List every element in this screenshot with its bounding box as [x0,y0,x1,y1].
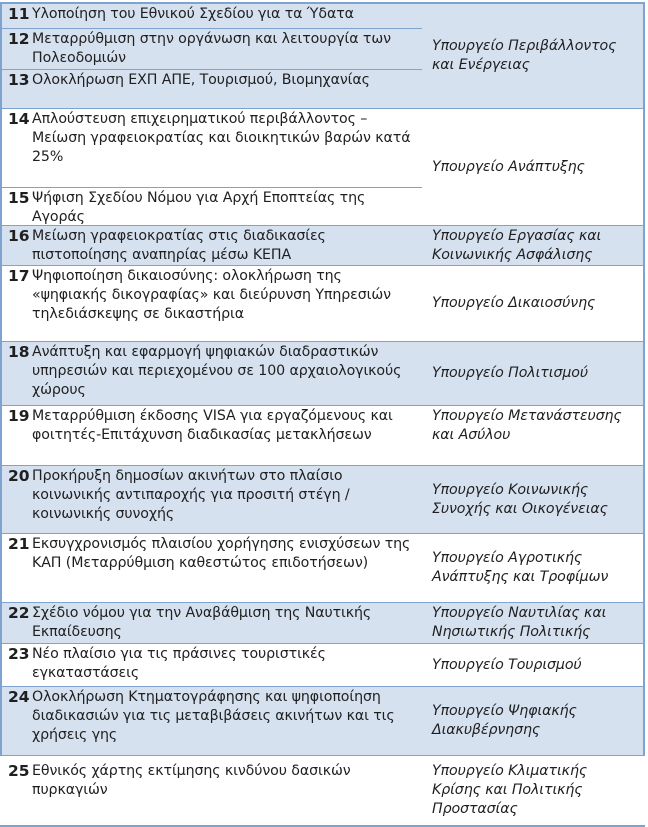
reform-text: Ψήφιση Σχεδίου Νόμου για Αρχή Εποπτείας της Αγοράς [32,190,366,225]
reform-text: Νέο πλαίσιο για τις πράσινες τουριστικές εγκαταστάσεις [32,646,326,681]
row-number: 17 [8,267,30,285]
reform-text: Απλούστευση επιχειρηματικού περιβάλλοντος – Μείωση γραφειοκρατίας και διοικητικών βαρών κατά 25% [32,111,411,165]
ministry-cell: Υπουργείο Τουρισμού [432,656,582,673]
table-group [0,108,645,225]
table-row [0,265,645,341]
row-number: 14 [8,110,30,128]
table-row [0,602,645,643]
ministry-cell: Υπουργείο Περιβάλλοντος και Ενέργειας [432,38,617,73]
row-number: 12 [8,30,30,48]
row-number: 23 [8,645,30,663]
row-number: 15 [8,189,30,207]
ministry-cell: Υπουργείο Ναυτιλίας και Νησιωτικής Πολιτικής [432,605,607,640]
table-row [0,225,645,265]
table-row [0,341,645,405]
row-number: 13 [8,71,30,89]
ministry-cell: Υπουργείο Κλιματικής Κρίσης και Πολιτικής Προστασίας [432,763,588,817]
reform-text: Ολοκλήρωση ΕΧΠ ΑΠΕ, Τουρισμού, Βιομηχανίας [32,72,370,88]
table-row [0,405,645,465]
table-row [0,465,645,533]
table-row [2,4,422,28]
reform-text: Εθνικός χάρτης εκτίμησης κινδύνου δασικών πυρκαγιών [32,763,351,798]
ministry-cell: Υπουργείο Κοινωνικής Συνοχής και Οικογένειας [432,481,608,517]
reform-text: Προκήρυξη δημοσίων ακινήτων στο πλαίσιο κοινωνικής αντιπαροχής για προσιτή στέγη / κοινωνικής συνοχής [32,468,350,522]
row-number: 16 [8,227,30,245]
table-row [2,69,422,108]
ministry-cell: Υπουργείο Εργασίας και Κοινωνικής Ασφάλισης [432,227,602,263]
reform-text: Εκσυγχρονισμός πλαισίου χορήγησης ενισχύσεων της ΚΑΠ (Μεταρρύθμιση καθεστώτος επιδοτήσεων) [32,536,411,571]
ministry-cell: Υπουργείο Ψηφιακής Διακυβέρνησης [432,703,577,738]
reform-text: Μείωση γραφειοκρατίας στις διαδικασίες πιστοποίησης αναπηρίας μέσω ΚΕΠΑ [32,228,326,263]
reform-text: Υλοποίηση του Εθνικού Σχεδίου για τα Ύδατα [32,6,354,22]
table-row [0,755,645,825]
table-row [2,187,422,225]
table-group [0,2,645,108]
table-row [0,533,645,602]
ministry-cell: Υπουργείο Αγροτικής Ανάπτυξης και Τροφίμων [432,550,609,585]
table-row [0,686,645,755]
ministry-cell: Υπουργείο Μετανάστευσης και Ασύλου [432,408,622,443]
reform-text: Ολοκλήρωση Κτηματογράφησης και ψηφιοποίηση διαδικασιών για τις μεταβιβάσεις ακινήτων και τις χρήσεις γης [32,689,395,743]
table-row [2,109,422,187]
row-number: 20 [8,467,30,485]
reforms-table [0,2,645,827]
row-number: 18 [8,343,30,361]
reform-text: Μεταρρύθμιση έκδοσης VISA για εργαζόμενους και φοιτητές-Επιτάχυνση διαδικασίας μετακλήσεων [32,408,393,443]
ministry-cell: Υπουργείο Δικαιοσύνης [432,295,596,311]
ministry-cell: Υπουργείο Ανάπτυξης [432,158,585,175]
row-number: 21 [8,535,30,553]
table-row [0,643,645,686]
row-number: 11 [8,5,30,23]
row-number: 19 [8,407,30,425]
ministry-cell: Υπουργείο Πολιτισμού [432,365,588,381]
row-number: 25 [8,762,30,780]
reform-text: Ανάπτυξη και εφαρμογή ψηφιακών διαδραστικών υπηρεσιών και περιεχομένου σε 100 αρχαιολογικούς χώρους [32,344,402,398]
reform-text: Σχέδιο νόμου για την Αναβάθμιση της Ναυτικής Εκπαίδευσης [32,605,372,640]
reform-text: Ψηφιοποίηση δικαιοσύνης: ολοκλήρωση της «ψηφιακής δικογραφίας» και διεύρυνση Υπηρεσιών τηλεδιάσκεψης σε δικαστήρια [32,268,391,322]
table-row [2,28,422,69]
reform-text: Μεταρρύθμιση στην οργάνωση και λειτουργία των Πολεοδομιών [32,31,391,66]
row-number: 22 [8,604,30,622]
row-number: 24 [8,688,30,706]
